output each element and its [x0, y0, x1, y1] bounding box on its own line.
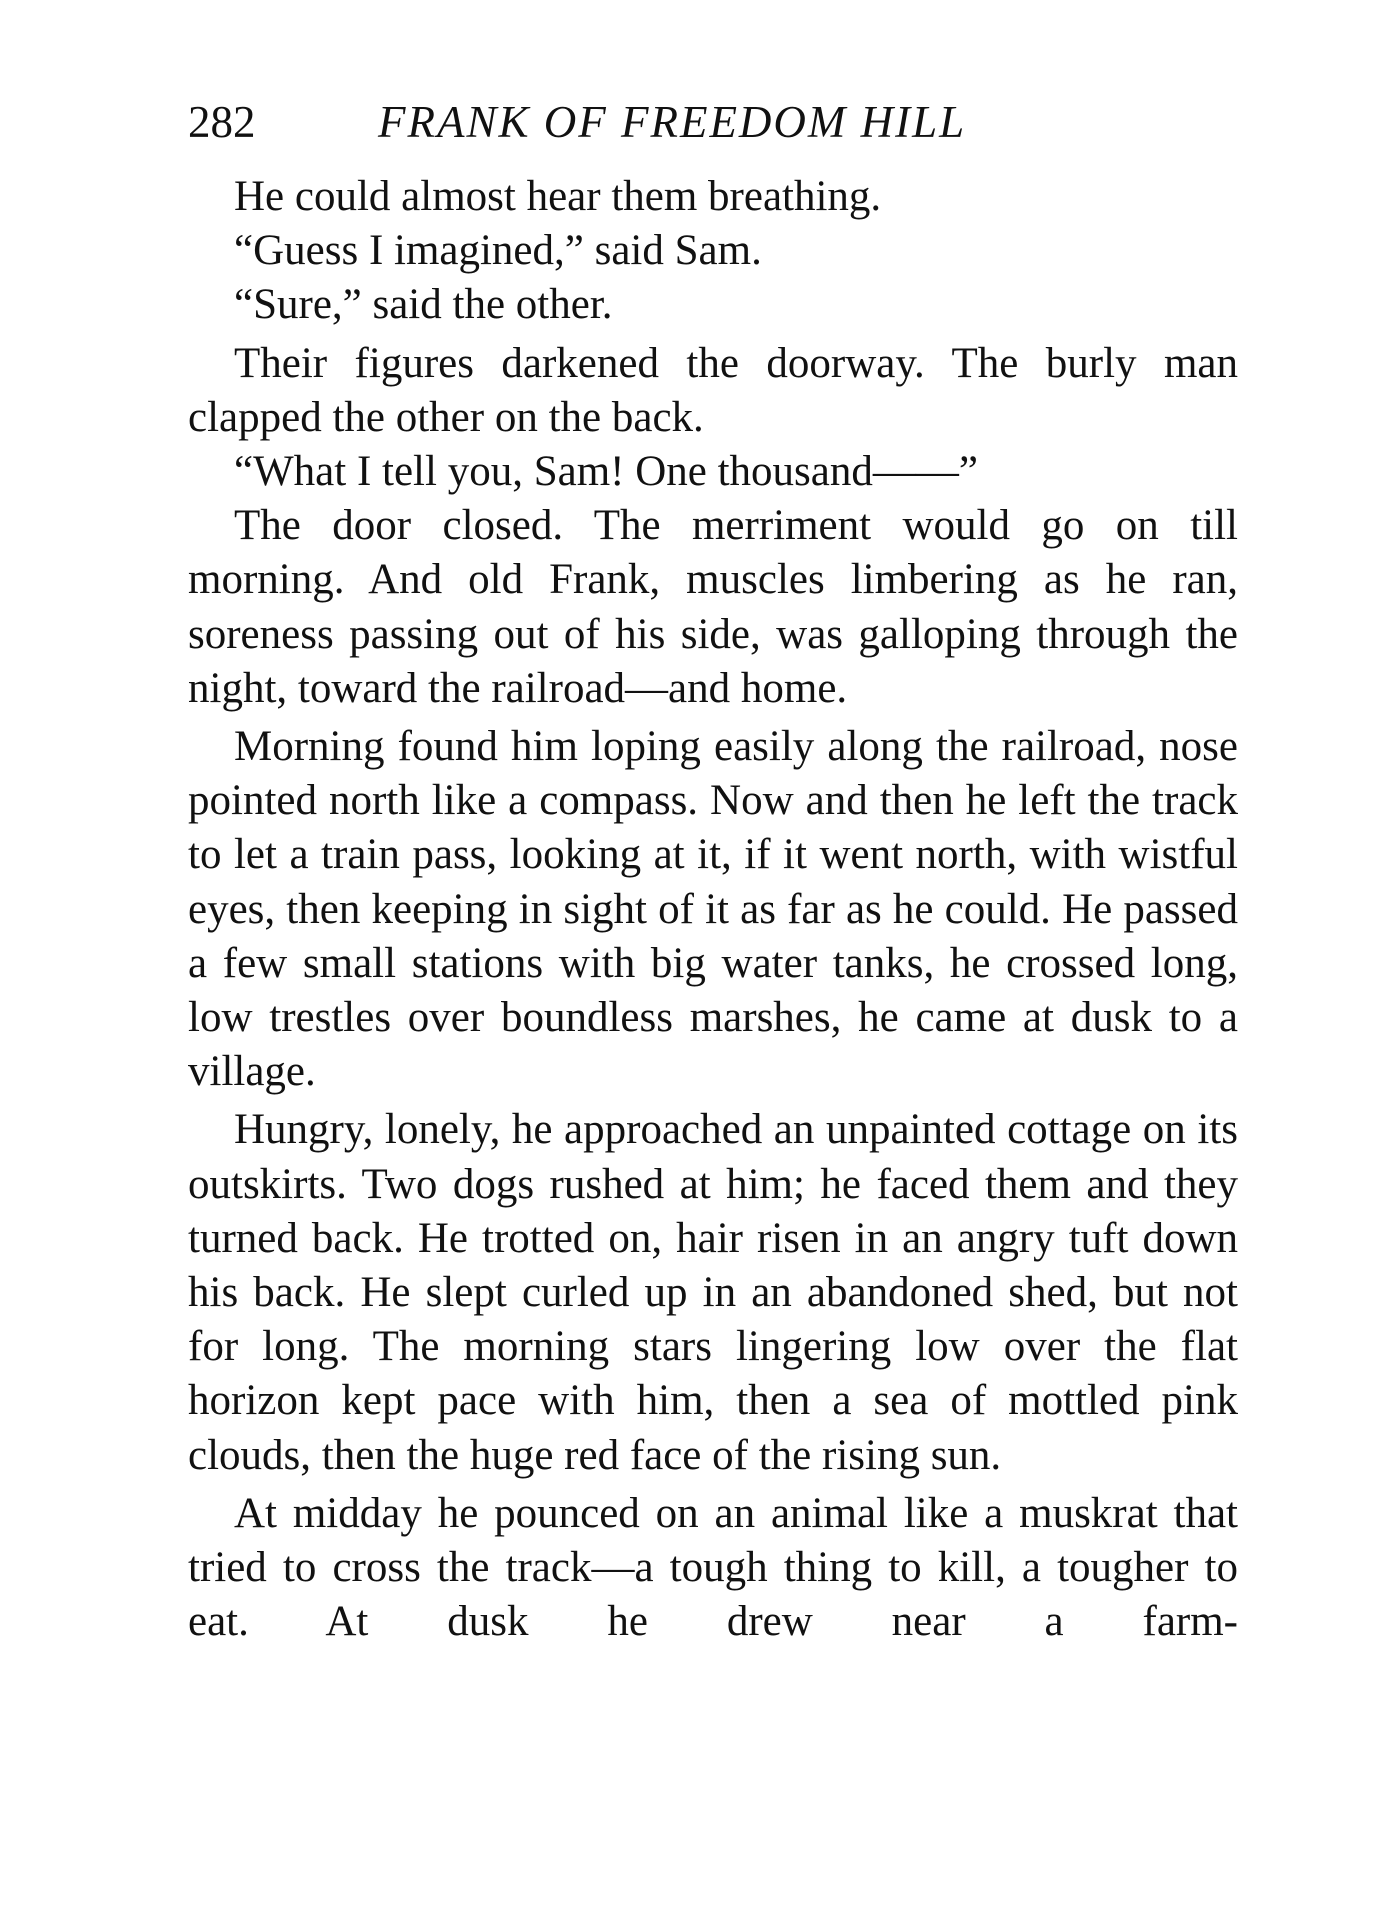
body-text	[188, 170, 1238, 1649]
page-header	[188, 92, 1238, 152]
running-title: FRANK OF FREEDOM HILL	[378, 97, 967, 147]
book-page	[188, 92, 1238, 1649]
paragraph: “Sure,” said the other.	[234, 281, 613, 329]
page-number: 282	[188, 97, 256, 147]
paragraph: The door closed. The merriment would go on till morning. And old Frank, muscles limbering as he ran, soreness passing out of his side, was galloping through the night, toward the railroad—and home.	[188, 502, 1238, 712]
paragraph: Their figures darkened the doorway. The burly man clapped the other on the back.	[188, 339, 1238, 441]
paragraph: Morning found him loping easily along the railroad, nose pointed north like a compass. Now and then he left the track to let a train pass, looking at it, if it went north, with wistful eyes, then keeping in sight of it as far as he could. He passed a few small stations with big water tanks, he crossed long, low trestles over boundless marshes, he came at dusk to a village.	[188, 723, 1238, 1096]
paragraph: He could almost hear them breathing.	[234, 173, 882, 220]
paragraph: At midday he pounced on an animal like a muskrat that tried to cross the track—a tough thing to kill, a tougher to eat. At dusk he drew near a farm-	[188, 1489, 1238, 1646]
paragraph: “Guess I imagined,” said Sam.	[234, 227, 762, 275]
paragraph: Hungry, lonely, he approached an unpainted cottage on its outskirts. Two dogs rushed at him; he faced them and they turned back. He trotted on, hair risen in an angry tuft down his back. He slept curled up in an abandoned shed, but not for long. The morning stars lingering low over the flat horizon kept pace with him, then a sea of mottled pink clouds, then the huge red face of the rising sun.	[188, 1106, 1238, 1479]
paragraph: “What I tell you, Sam! One thousand——”	[234, 448, 978, 496]
